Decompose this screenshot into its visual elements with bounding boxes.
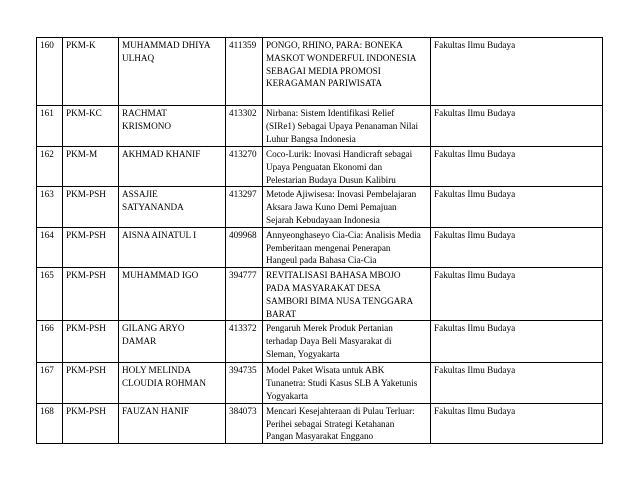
scheme-code: PKM-PSH: [63, 321, 119, 363]
row-number: 168: [37, 403, 63, 443]
student-name-line: HOLY MELINDA: [122, 365, 191, 376]
proposal-id: 409968: [226, 227, 263, 267]
proposal-title-line: Pemberitaan mengenai Penerapan: [266, 242, 391, 253]
table-row: [37, 403, 603, 443]
proposal-title-line: Perihei sebagai Strategi Ketahanan: [266, 418, 395, 429]
student-name: FAUZAN HANIF: [119, 403, 226, 443]
proposal-id: 413372: [226, 321, 263, 363]
table-row: [37, 321, 603, 363]
row-number: 166: [37, 321, 63, 363]
proposal-id: 413297: [226, 187, 263, 227]
row-number: 163: [37, 187, 63, 227]
student-name-line: MUHAMMAD DHIYA: [122, 40, 211, 50]
scheme-code: PKM-KC: [63, 106, 119, 147]
proposal-title-line: Tunanetra: Studi Kasus SLB A Yaketunis: [266, 378, 418, 389]
table-row: [37, 268, 603, 321]
proposal-title-line: BARAT: [266, 308, 297, 319]
table-row: [37, 38, 603, 106]
table-row: [37, 106, 603, 147]
faculty-name: Fakultas Ilmu Budaya: [431, 268, 603, 321]
proposal-title-line: Aksara Jawa Kuno Demi Pemajuan: [266, 202, 397, 213]
proposal-title-line: Mencari Kesejahteraan di Pulau Terluar:: [266, 405, 415, 416]
student-name: AISNA AINATUL I: [119, 227, 226, 267]
proposal-title-line: SAMBORI BIMA NUSA TENGGARA: [266, 295, 414, 306]
proposal-id: 384073: [226, 403, 263, 443]
proposal-id: 394777: [226, 268, 263, 321]
proposal-title-line: Luhur Bangsa Indonesia: [266, 133, 356, 144]
student-name-line: ASSAJIE: [122, 189, 158, 200]
faculty-name: Fakultas Ilmu Budaya: [431, 147, 603, 187]
proposal-title: [263, 147, 431, 187]
faculty-name: Fakultas Ilmu Budaya: [431, 38, 603, 106]
table-row: [37, 363, 603, 403]
proposal-id: 411359: [226, 38, 263, 106]
student-name-line: KRISMONO: [122, 120, 172, 131]
table-row: [37, 187, 603, 227]
proposal-title-line: terhadap Daya Beli Masyarakat di: [266, 336, 392, 347]
student-name-line: RACHMAT: [122, 108, 167, 118]
table-body: [37, 38, 603, 444]
proposal-title: [263, 321, 431, 363]
row-number: 164: [37, 227, 63, 267]
proposal-title: [263, 403, 431, 443]
row-number: 161: [37, 106, 63, 147]
proposal-title-line: Sejarah Kebudayaan Indonesia: [266, 214, 380, 225]
scheme-code: PKM-PSH: [63, 403, 119, 443]
proposal-title: [263, 38, 431, 106]
proposal-title-line: Pelestarian Budaya Dusun Kalibiru: [266, 174, 396, 185]
proposal-title: [263, 268, 431, 321]
scheme-code: PKM-PSH: [63, 187, 119, 227]
row-number: 165: [37, 268, 63, 321]
scheme-code: PKM-K: [63, 38, 119, 106]
scheme-code: PKM-PSH: [63, 363, 119, 403]
proposal-table: [36, 37, 603, 444]
proposal-id: 413270: [226, 147, 263, 187]
proposal-title: [263, 227, 431, 267]
proposal-title-line: Yogyakarta: [266, 390, 308, 401]
proposal-title-line: MASKOT WONDERFUL INDONESIA: [266, 52, 417, 63]
student-name: [119, 38, 226, 106]
proposal-title-line: Hangeul pada Bahasa Cia-Cia: [266, 255, 377, 266]
student-name-line: GILANG ARYO: [122, 323, 185, 334]
table-row: [37, 227, 603, 267]
row-number: 160: [37, 38, 63, 106]
proposal-title: [263, 187, 431, 227]
proposal-title-line: SEBAGAI MEDIA PROMOSI: [266, 65, 381, 76]
faculty-name: Fakultas Ilmu Budaya: [431, 227, 603, 267]
proposal-title-line: Coco-Lurik: Inovasi Handicraft sebagai: [266, 149, 413, 159]
row-number: 162: [37, 147, 63, 187]
faculty-name: Fakultas Ilmu Budaya: [431, 403, 603, 443]
student-name: [119, 321, 226, 363]
student-name: AKHMAD KHANIF: [119, 147, 226, 187]
student-name-line: ULHAQ: [122, 52, 155, 63]
student-name: [119, 363, 226, 403]
table-row: [37, 147, 603, 187]
row-number: 167: [37, 363, 63, 403]
scheme-code: PKM-PSH: [63, 268, 119, 321]
proposal-title-line: PADA MASYARAKAT DESA: [266, 282, 381, 293]
proposal-title: [263, 106, 431, 147]
student-name-line: SATYANANDA: [122, 202, 184, 213]
proposal-title-line: Upaya Penguatan Ekonomi dan: [266, 161, 383, 172]
proposal-title: [263, 363, 431, 403]
proposal-title-line: Model Paket Wisata untuk ABK: [266, 365, 385, 376]
student-name-line: CLOUDIA ROHMAN: [122, 378, 206, 389]
proposal-title-line: Nirbana: Sistem Identifikasi Relief: [266, 108, 395, 118]
student-name: [119, 106, 226, 147]
proposal-title-line: Pangan Masyarakat Enggano: [266, 431, 374, 442]
student-name: [119, 187, 226, 227]
proposal-title-line: Annyeonghaseyo Cia-Cia: Analisis Media: [266, 229, 421, 240]
student-name: MUHAMMAD IGO: [119, 268, 226, 321]
faculty-name: Fakultas Ilmu Budaya: [431, 106, 603, 147]
proposal-title-line: KERAGAMAN PARIWISATA: [266, 78, 383, 89]
proposal-title-line: (SIRe1) Sebagai Upaya Penanaman Nilai: [266, 120, 419, 131]
proposal-title-line: Metode Ajiwisesa: Inovasi Pembelajaran: [266, 189, 417, 200]
proposal-title-line: PONGO, RHINO, PARA: BONEKA: [266, 40, 403, 50]
faculty-name: Fakultas Ilmu Budaya: [431, 187, 603, 227]
scheme-code: PKM-M: [63, 147, 119, 187]
proposal-id: 394735: [226, 363, 263, 403]
proposal-id: 413302: [226, 106, 263, 147]
proposal-title-line: Pengaruh Merek Produk Pertanian: [266, 323, 393, 334]
faculty-name: Fakultas Ilmu Budaya: [431, 321, 603, 363]
scheme-code: PKM-PSH: [63, 227, 119, 267]
faculty-name: Fakultas Ilmu Budaya: [431, 363, 603, 403]
proposal-title-line: REVITALISASI BAHASA MBOJO: [266, 270, 401, 281]
proposal-title-line: Sleman, Yogyakarta: [266, 348, 340, 359]
student-name-line: DAMAR: [122, 336, 157, 347]
